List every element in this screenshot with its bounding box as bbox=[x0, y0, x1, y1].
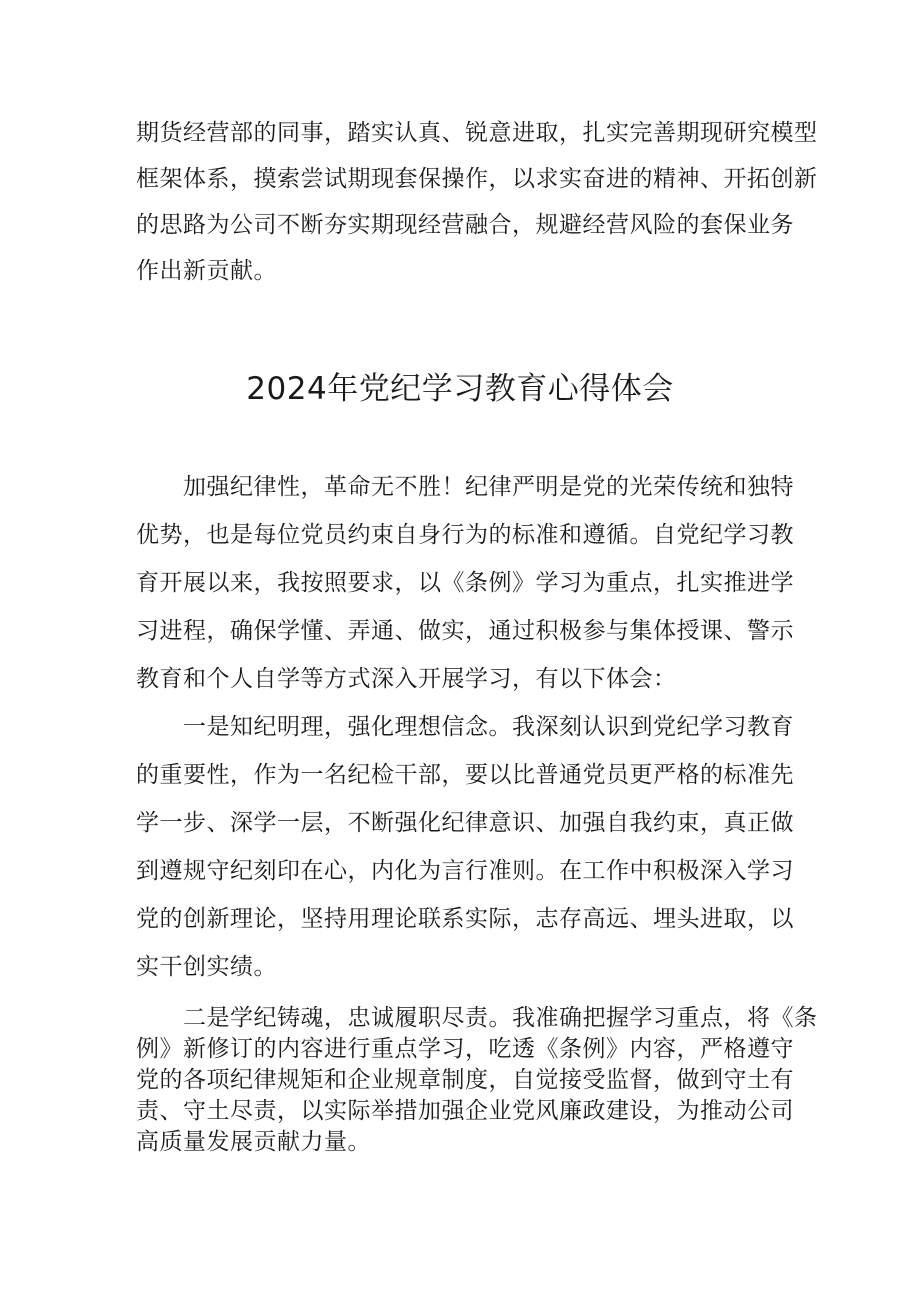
text-line: 党的各项纪律规矩和企业规章制度，自觉接受监督，做到守土有 bbox=[136, 1067, 794, 1093]
text-line: 党的创新理论，坚持用理论联系实际，志存高远、埋头进取，以 bbox=[136, 906, 794, 932]
text-line: 的思路为公司不断夯实期现经营融合，规避经营风险的套保业务 bbox=[136, 212, 794, 238]
text-line: 例》新修订的内容进行重点学习，吃透《条例》内容，严格遵守 bbox=[136, 1036, 794, 1062]
text-line: 高质量发展贡献力量。 bbox=[136, 1129, 371, 1155]
text-line: 学一步、深学一层，不断强化纪律意识、加强自我约束，真正做 bbox=[136, 810, 794, 836]
paragraph-3 bbox=[136, 1003, 818, 1158]
text-line: 期货经营部的同事，踏实认真、锐意进取，扎实完善期现研究模型 bbox=[136, 120, 818, 146]
text-line: 的重要性，作为一名纪检干部，要以比普通党员更严格的标准先 bbox=[136, 762, 794, 788]
text-line: 一是知纪明理，强化理想信念。我深刻认识到党纪学习教育 bbox=[136, 714, 794, 740]
text-line: 加强纪律性，革命无不胜！纪律严明是党的光荣传统和独特 bbox=[136, 474, 794, 500]
text-line: 作出新贡献。 bbox=[136, 258, 277, 284]
text-line: 育开展以来，我按照要求，以《条例》学习为重点，扎实推进学 bbox=[136, 570, 794, 596]
intro-fragment bbox=[136, 110, 818, 294]
text-line: 教育和个人自学等方式深入开展学习，有以下体会： bbox=[136, 666, 677, 692]
text-line: 习进程，确保学懂、弄通、做实，通过积极参与集体授课、警示 bbox=[136, 618, 794, 644]
text-line: 责、守土尽责，以实际举措加强企业党风廉政建设，为推动公司 bbox=[136, 1098, 794, 1124]
text-line: 实干创实绩。 bbox=[136, 954, 277, 980]
text-line: 框架体系，摸索尝试期现套保操作，以求实奋进的精神、开拓创新 bbox=[136, 166, 818, 192]
paragraph-1 bbox=[136, 463, 796, 703]
text-line: 优势，也是每位党员约束自身行为的标准和遵循。自党纪学习教 bbox=[136, 522, 794, 548]
document-title: 2024年党纪学习教育心得体会 bbox=[246, 371, 674, 407]
paragraph-2 bbox=[136, 703, 796, 991]
text-line: 二是学纪铸魂，忠诚履职尽责。我准确把握学习重点，将《条 bbox=[136, 1005, 818, 1031]
text-line: 到遵规守纪刻印在心，内化为言行准则。在工作中积极深入学习 bbox=[136, 858, 794, 884]
